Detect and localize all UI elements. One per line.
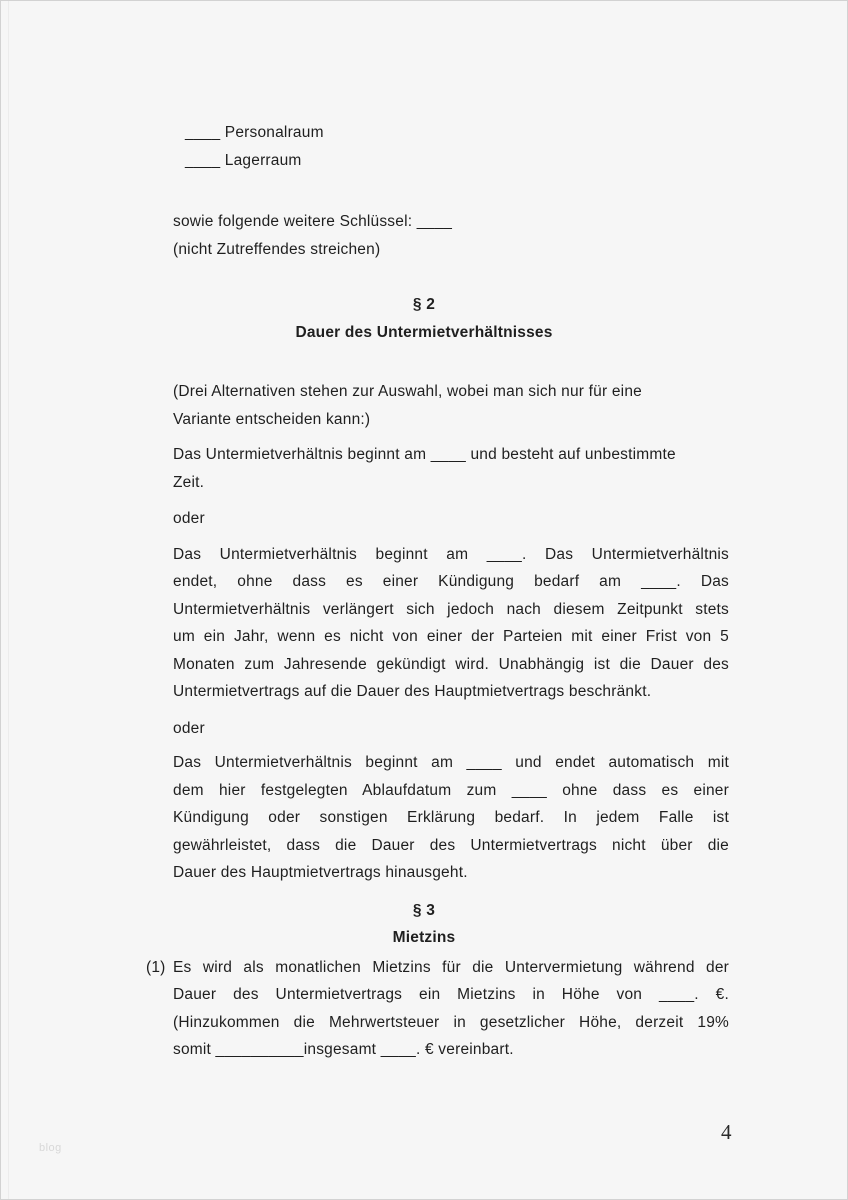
text-line: endet, ohne dass es einer Kündigung bedarf am ____. Das bbox=[173, 573, 729, 590]
section-2-title: Dauer des Untermietverhältnisses bbox=[295, 323, 553, 341]
text-line: Es wird als monatlichen Mietzins für die Untervermietung während der bbox=[173, 958, 729, 976]
section-2-alternative-1 bbox=[173, 441, 729, 496]
section-3-number: § 3 bbox=[412, 901, 436, 919]
text-line: Variante entscheiden kann:) bbox=[173, 410, 371, 428]
text-line: ____ Personalraum bbox=[185, 124, 324, 141]
list-item-marker: (1) bbox=[146, 958, 166, 976]
text-line: (Drei Alternativen stehen zur Auswahl, wobei man sich nur für eine bbox=[173, 383, 642, 400]
text-line: Das Untermietverhältnis beginnt am ____ und besteht auf unbestimmte bbox=[173, 446, 676, 463]
document-body bbox=[1, 1, 847, 1064]
section-3-item-1 bbox=[146, 954, 847, 1064]
text-line: Untermietverhältnis verlängert sich jedoch nach diesem Zeitpunkt stets bbox=[173, 600, 729, 618]
text-line: ____ Lagerraum bbox=[185, 151, 302, 169]
page-number: 4 bbox=[721, 1120, 732, 1144]
text-line: Dauer des Hauptmietvertrags hinausgeht. bbox=[173, 864, 468, 881]
text-line: Zeit. bbox=[173, 473, 205, 491]
section-2-alternative-3 bbox=[173, 749, 729, 887]
scan-edge-line bbox=[8, 1, 9, 1199]
watermark: blog bbox=[39, 1142, 62, 1154]
keys-note bbox=[173, 208, 847, 263]
text-line: Dauer des Untermietvertrags ein Mietzins in Höhe von ____. €. bbox=[173, 986, 729, 1003]
section-2-heading bbox=[1, 291, 847, 346]
section-3-title: Mietzins bbox=[392, 929, 456, 946]
section-2-number: § 2 bbox=[412, 296, 436, 313]
or-separator-1: oder bbox=[173, 510, 205, 527]
text-line: gewährleistet, dass die Dauer des Untermietvertrags nicht über die bbox=[173, 836, 729, 854]
text-line: um ein Jahr, wenn es nicht von einer der Parteien mit einer Frist von 5 bbox=[173, 628, 729, 645]
text-line: Das Untermietverhältnis beginnt am ____ und endet automatisch mit bbox=[173, 754, 729, 771]
text-line: (nicht Zutreffendes streichen) bbox=[173, 240, 381, 258]
text-line: somit __________insgesamt ____. € vereinbart. bbox=[173, 1041, 514, 1058]
text-line: Kündigung oder sonstigen Erklärung bedarf. In jedem Falle ist bbox=[173, 809, 729, 826]
key-list bbox=[185, 119, 847, 174]
text-line: dem hier festgelegten Ablaufdatum zum ____ ohne dass es einer bbox=[173, 781, 729, 799]
section-2-intro-paragraph bbox=[173, 378, 729, 433]
or-separator-2: oder bbox=[173, 719, 205, 737]
section-3-heading bbox=[1, 897, 847, 952]
text-line: Untermietvertrags auf die Dauer des Hauptmietvertrags beschränkt. bbox=[173, 683, 652, 700]
section-2-alternative-2 bbox=[173, 541, 729, 706]
text-line: (Hinzukommen die Mehrwertsteuer in gesetzlicher Höhe, derzeit 19% bbox=[173, 1013, 729, 1031]
list-item-text bbox=[173, 954, 729, 1064]
text-line: Das Untermietverhältnis beginnt am ____. Das Untermietverhältnis bbox=[173, 545, 729, 563]
text-line: sowie folgende weitere Schlüssel: ____ bbox=[173, 213, 453, 230]
text-line: Monaten zum Jahresende gekündigt wird. Unabhängig ist die Dauer des bbox=[173, 655, 729, 673]
